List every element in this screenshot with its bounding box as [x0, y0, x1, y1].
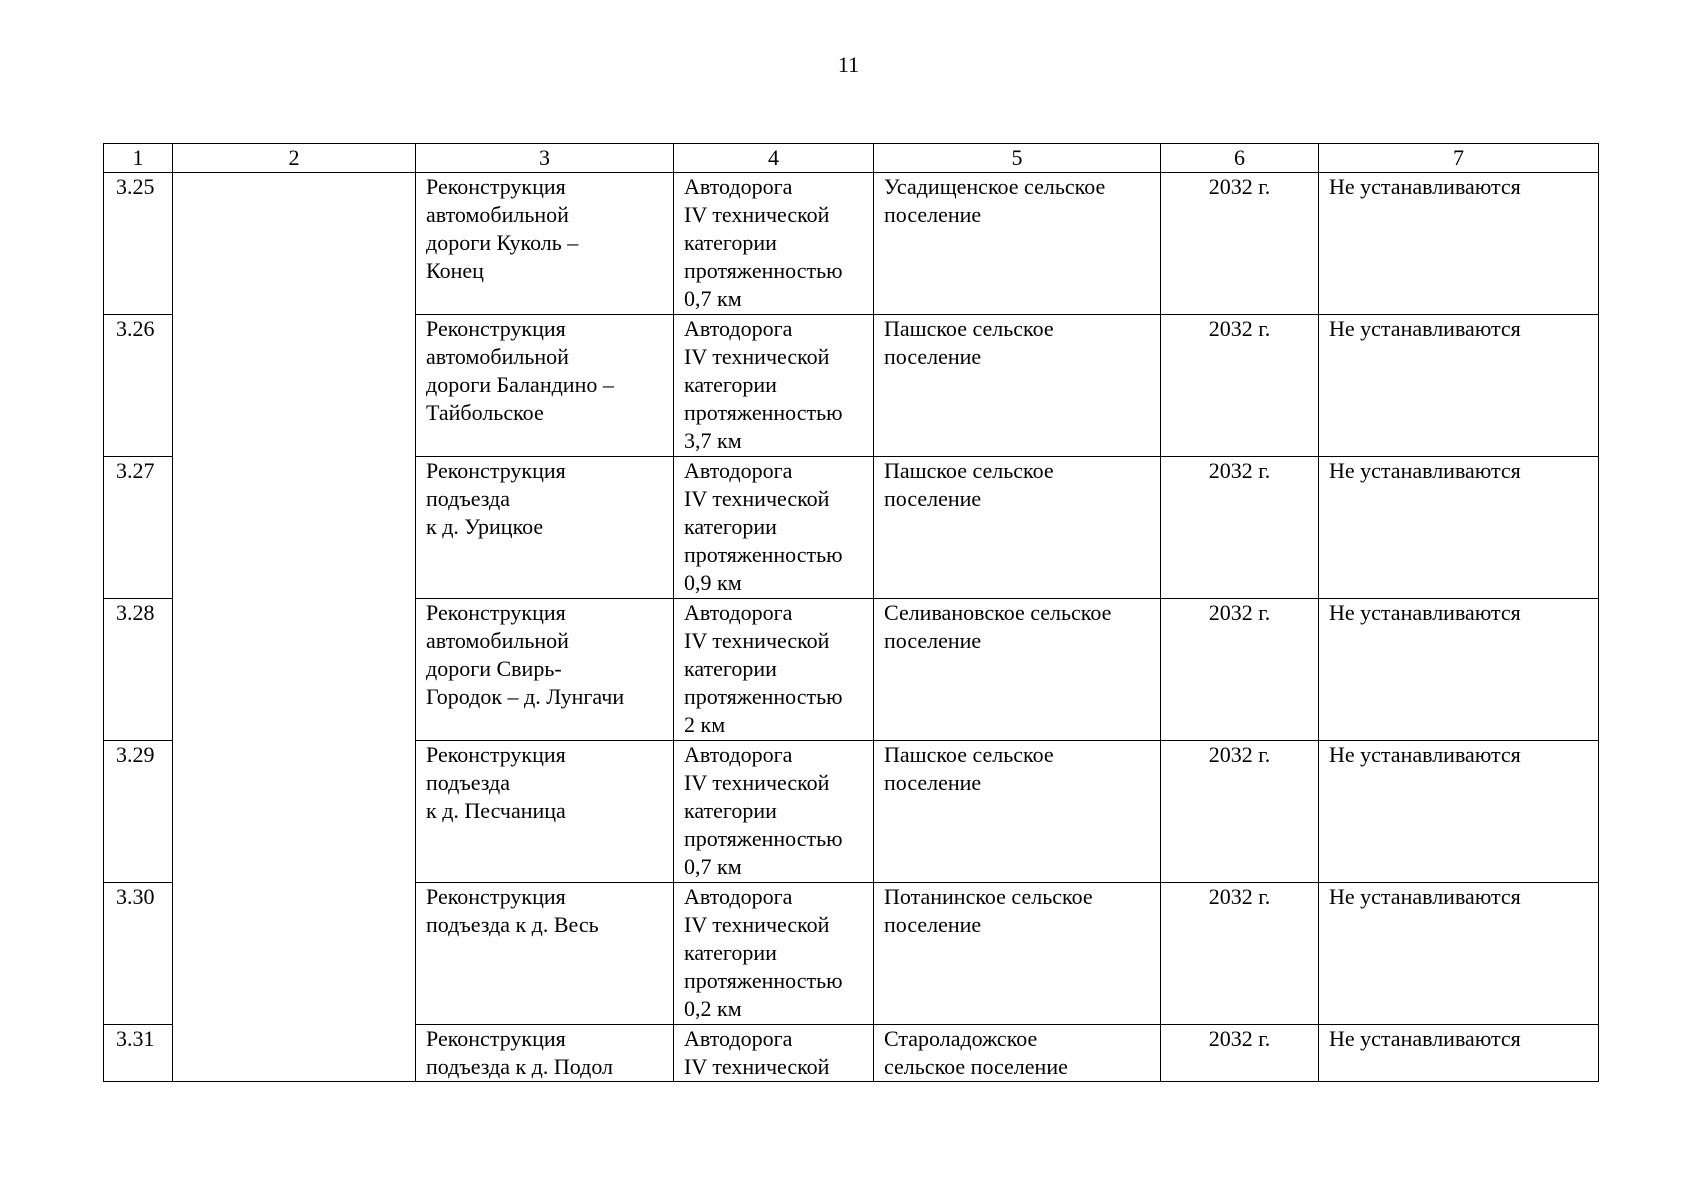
header-cell-7: 7 — [1319, 144, 1599, 173]
object-characteristics: Автодорога IV технической категории протяженностью 0,7 км — [674, 173, 874, 315]
object-name: Реконструкция автомобильной дороги Свирь- Городок – д. Лунгачи — [416, 599, 674, 741]
object-zones: Не устанавливаются — [1319, 315, 1599, 457]
row-number: 3.28 — [104, 599, 173, 741]
object-zones: Не устанавливаются — [1319, 599, 1599, 741]
object-name: Реконструкция автомобильной дороги Баландино – Тайбольское — [416, 315, 674, 457]
merged-group-cell — [173, 173, 416, 1082]
row-number: 3.27 — [104, 457, 173, 599]
object-name: Реконструкция подъезда к д. Песчаница — [416, 741, 674, 883]
object-location: Пашское сельское поселение — [874, 741, 1161, 883]
object-year: 2032 г. — [1161, 457, 1319, 599]
object-zones: Не устанавливаются — [1319, 173, 1599, 315]
object-characteristics: Автодорога IV технической категории протяженностью 0,2 км — [674, 883, 874, 1025]
header-cell-3: 3 — [416, 144, 674, 173]
object-characteristics: Автодорога IV технической категории протяженностью 0,7 км — [674, 741, 874, 883]
object-year: 2032 г. — [1161, 883, 1319, 1025]
object-characteristics: Автодорога IV технической категории протяженностью 3,7 км — [674, 315, 874, 457]
row-number: 3.31 — [104, 1025, 173, 1082]
object-year: 2032 г. — [1161, 1025, 1319, 1082]
object-name: Реконструкция подъезда к д. Весь — [416, 883, 674, 1025]
object-name: Реконструкция автомобильной дороги Куколь – Конец — [416, 173, 674, 315]
object-zones: Не устанавливаются — [1319, 741, 1599, 883]
object-year: 2032 г. — [1161, 741, 1319, 883]
object-name: Реконструкция подъезда к д. Урицкое — [416, 457, 674, 599]
header-cell-1: 1 — [104, 144, 173, 173]
object-location: Потанинское сельское поселение — [874, 883, 1161, 1025]
object-location: Пашское сельское поселение — [874, 315, 1161, 457]
header-cell-6: 6 — [1161, 144, 1319, 173]
object-characteristics: Автодорога IV технической категории протяженностью 0,9 км — [674, 457, 874, 599]
object-year: 2032 г. — [1161, 315, 1319, 457]
object-characteristics: Автодорога IV технической — [674, 1025, 874, 1082]
object-characteristics: Автодорога IV технической категории протяженностью 2 км — [674, 599, 874, 741]
object-name: Реконструкция подъезда к д. Подол — [416, 1025, 674, 1082]
object-year: 2032 г. — [1161, 173, 1319, 315]
table-row — [104, 173, 1599, 315]
header-cell-4: 4 — [674, 144, 874, 173]
row-number: 3.25 — [104, 173, 173, 315]
row-number: 3.29 — [104, 741, 173, 883]
object-year: 2032 г. — [1161, 599, 1319, 741]
object-zones: Не устанавливаются — [1319, 457, 1599, 599]
header-cell-2: 2 — [173, 144, 416, 173]
header-row — [104, 144, 1599, 173]
page-number: 11 — [837, 52, 860, 77]
row-number: 3.30 — [104, 883, 173, 1025]
object-zones: Не устанавливаются — [1319, 1025, 1599, 1082]
object-location: Селивановское сельское поселение — [874, 599, 1161, 741]
object-location: Усадищенское сельское поселение — [874, 173, 1161, 315]
row-number: 3.26 — [104, 315, 173, 457]
object-location: Пашское сельское поселение — [874, 457, 1161, 599]
header-cell-5: 5 — [874, 144, 1161, 173]
object-location: Староладожское сельское поселение — [874, 1025, 1161, 1082]
object-zones: Не устанавливаются — [1319, 883, 1599, 1025]
objects-table — [103, 143, 1599, 1082]
